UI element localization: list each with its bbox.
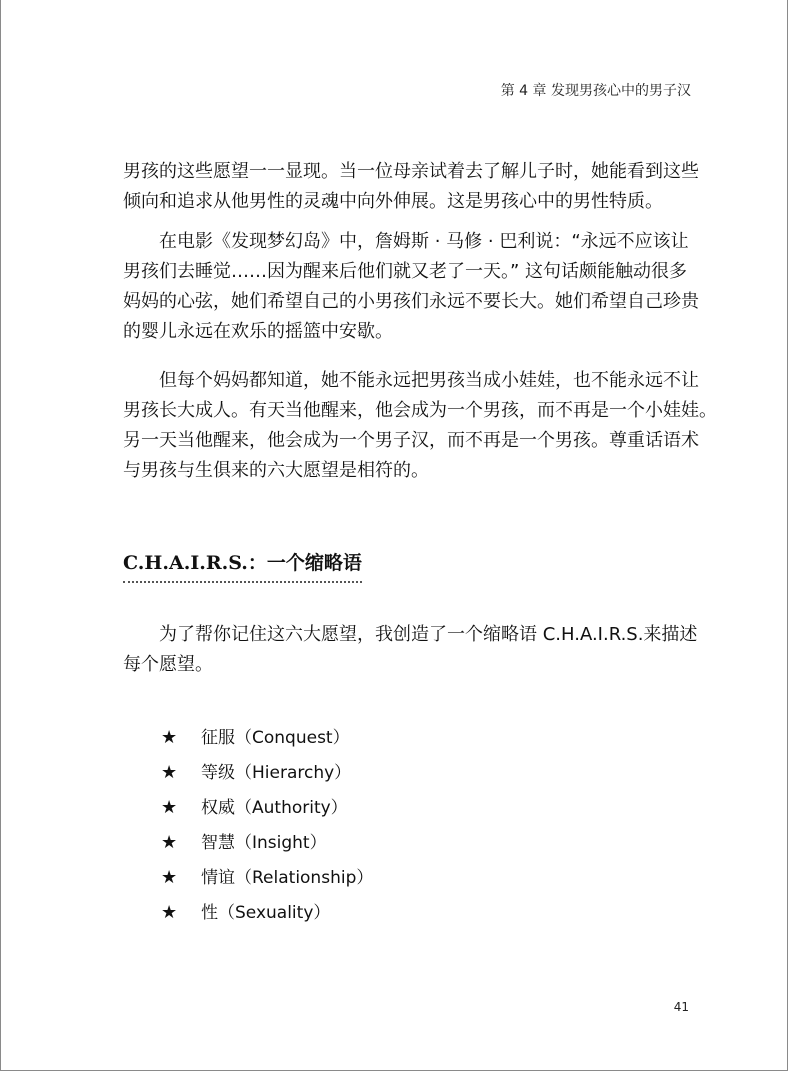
list-item-text: 情谊（Relationship） xyxy=(201,867,374,888)
star-icon: ★ xyxy=(161,761,178,783)
text-line: 在电影《发现梦幻岛》中，詹姆斯 · 马修 · 巴利说：“永远不应该让 xyxy=(123,231,689,252)
text-line: 男孩长大成人。有天当他醒来，他会成为一个男孩，而不再是一个小娃娃。 xyxy=(123,400,717,421)
section-heading-acronym: C.H.A.I.R.S.： xyxy=(123,552,267,574)
paragraph-3 xyxy=(123,366,717,486)
list-item xyxy=(161,720,373,755)
intro-paragraph xyxy=(123,620,699,680)
list-item xyxy=(161,790,373,825)
star-icon: ★ xyxy=(161,796,178,818)
list-item xyxy=(161,825,373,860)
desire-list xyxy=(161,720,373,930)
section-heading xyxy=(123,548,362,583)
text-line: 的婴儿永远在欢乐的摇篮中安歇。 xyxy=(123,321,393,342)
page-number: 41 xyxy=(673,1000,689,1014)
text-line: 男孩们去睡觉……因为醒来后他们就又老了一天。” 这句话颇能触动很多 xyxy=(123,261,688,282)
paragraph-1 xyxy=(123,157,699,217)
star-icon: ★ xyxy=(161,726,178,748)
list-item-text: 性（Sexuality） xyxy=(201,902,331,923)
paragraph-2 xyxy=(123,227,699,347)
star-icon: ★ xyxy=(161,831,178,853)
list-item xyxy=(161,860,373,895)
list-item-text: 征服（Conquest） xyxy=(201,727,350,748)
list-item xyxy=(161,755,373,790)
list-item xyxy=(161,895,373,930)
star-icon: ★ xyxy=(161,901,178,923)
text-line: 为了帮你记住这六大愿望，我创造了一个缩略语 C.H.A.I.R.S.来描述 xyxy=(123,624,698,645)
list-item-text: 智慧（Insight） xyxy=(201,832,327,853)
list-item-text: 权威（Authority） xyxy=(201,797,348,818)
text-line: 每个愿望。 xyxy=(123,654,213,675)
text-line: 倾向和追求从他男性的灵魂中向外伸展。这是男孩心中的男性特质。 xyxy=(123,191,663,212)
text-line: 但每个妈妈都知道，她不能永远把男孩当成小娃娃，也不能永远不让 xyxy=(123,370,699,391)
text-line: 另一天当他醒来，他会成为一个男子汉，而不再是一个男孩。尊重话语术 xyxy=(123,430,699,451)
running-header: 第 4 章 发现男孩心中的男子汉 xyxy=(500,83,691,99)
star-icon: ★ xyxy=(161,866,178,888)
text-line: 与男孩与生俱来的六大愿望是相符的。 xyxy=(123,460,429,481)
text-line: 妈妈的心弦，她们希望自己的小男孩们永远不要长大。她们希望自己珍贵 xyxy=(123,291,699,312)
text-line: 男孩的这些愿望一一显现。当一位母亲试着去了解儿子时，她能看到这些 xyxy=(123,161,699,182)
section-heading-text: 一个缩略语 xyxy=(266,552,362,574)
list-item-text: 等级（Hierarchy） xyxy=(201,762,352,783)
